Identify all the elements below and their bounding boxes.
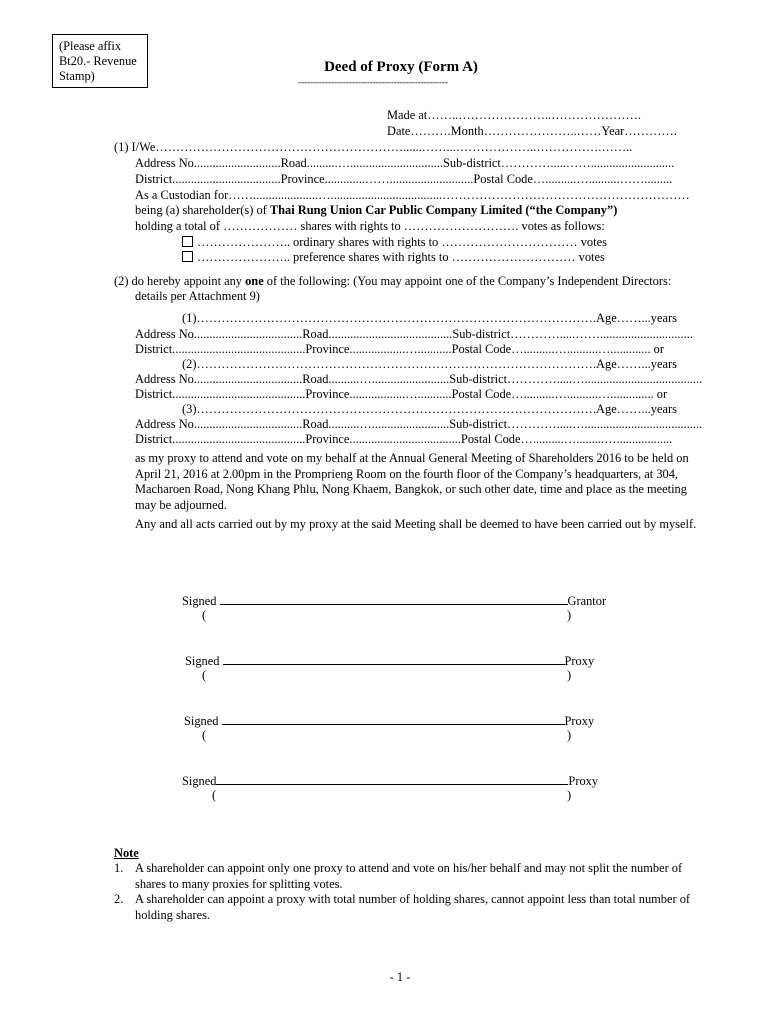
signature-role: Grantor <box>567 594 607 608</box>
proxy-3-address: Address No...................................Road..........….........................Sub-district………….....…...................................... <box>135 417 703 431</box>
proxy-3-district: District...........................................Province....................................Postal Code…..........….........….................. <box>135 432 673 446</box>
signature-label: Signed <box>184 714 219 728</box>
signature-proxy-3 <box>182 772 598 789</box>
proxy-3-name: (3)…………………………………………………………………………………….Age……...years <box>182 402 677 416</box>
custodian-line: As a Custodian for…….....................…....................................…………………………………………………… <box>135 188 690 202</box>
note-heading: Note <box>114 846 139 860</box>
signature-proxy-3-open: ( <box>212 788 217 802</box>
signature-role: Proxy <box>564 654 595 668</box>
grantor-name-line: (1) I/We……………………………………………………......……...………………..…………….…….. <box>114 140 633 154</box>
note-item-1-text: A shareholder can appoint only one proxy to attend and vote on his/her behalf and may not split the number of shares to many proxies for splitting votes. <box>135 861 683 891</box>
appoint-one: one <box>245 274 264 288</box>
signature-line[interactable] <box>220 592 568 605</box>
signature-line[interactable] <box>222 712 565 725</box>
proxy-1-address: Address No...................................Road........................................Sub-district………….....…….............................. <box>135 327 693 341</box>
signature-line[interactable] <box>216 772 568 785</box>
proxy-2-name: (2)…………………………………………………………………………………….Age……...years <box>182 357 677 371</box>
page-number: - 1 - <box>389 970 411 984</box>
preference-shares-text: ………………….. preference shares with rights to ………………………… votes <box>197 250 605 264</box>
signature-proxy-1 <box>185 652 594 669</box>
signature-grantor-close: ) <box>567 608 572 622</box>
proxy-1-district: District...........................................Province..................…...........Postal Code…..........…..........…............. or <box>135 342 664 356</box>
ordinary-checkbox[interactable] <box>182 236 193 247</box>
grantor-address-line: Address No............................Road..........…..............................Sub-district………….....……........................... <box>135 156 675 170</box>
proxy-purpose-paragraph: as my proxy to attend and vote on my behalf at the Annual General Meeting of Shareholders 2016 to be held on April 21, 2016 at 2.00pm in the Promprieng Room on the fourth floor of the Company’s headquarters, at 304, Macharoen Road, Nong Khang Phlu, Nong Khaem, Bangkok, or such other date, time and place as the meeting may be adjourned. <box>135 451 689 512</box>
signature-proxy-1-open: ( <box>202 668 207 682</box>
revenue-stamp-box <box>52 34 148 88</box>
note-item-1-number: 1. <box>114 861 124 875</box>
signature-proxy-2 <box>184 712 594 729</box>
signature-label: Signed <box>182 774 217 788</box>
signature-role: Proxy <box>564 714 595 728</box>
signature-label: Signed <box>185 654 220 668</box>
company-name: Thai Rung Union Car Public Company Limited (“the Company”) <box>269 203 618 217</box>
appoint-line <box>114 274 671 289</box>
signature-proxy-2-close: ) <box>567 728 572 742</box>
signature-line[interactable] <box>223 652 565 665</box>
shareholder-line <box>135 203 617 218</box>
preference-shares-line <box>182 250 605 265</box>
note-item-2-text: A shareholder can appoint a proxy with total number of holding shares, cannot appoint less than total number of holding shares. <box>135 892 691 922</box>
signature-grantor-open: ( <box>202 608 207 622</box>
signature-role: Proxy <box>568 774 599 788</box>
stamp-line-2: Bt20.- Revenue <box>59 54 137 68</box>
signature-proxy-2-open: ( <box>202 728 207 742</box>
appoint-intro-a: (2) do hereby appoint any <box>114 274 246 288</box>
title-underline: -------------------------------------------------- <box>298 77 448 87</box>
ordinary-shares-text: ………………….. ordinary shares with rights to …………………………… votes <box>197 235 607 249</box>
shareholder-prefix: being (a) shareholder(s) of <box>135 203 270 217</box>
grantor-district-line: District...................................Province.............……...........................Postal Code…..........…..........……......... <box>135 172 673 186</box>
made-at-field: Made at……..…………………..…………………. <box>387 108 641 122</box>
signature-proxy-1-close: ) <box>567 668 572 682</box>
proxy-1-name: (1)…………………………………………………………………………………….Age……...years <box>182 311 677 325</box>
acts-paragraph: Any and all acts carried out by my proxy at the said Meeting shall be deemed to have been carried out by myself. <box>135 517 697 531</box>
signature-grantor <box>182 592 606 609</box>
appoint-line-2: details per Attachment 9) <box>135 289 260 303</box>
date-field: Date……….Month…………………..……Year…………. <box>387 124 677 138</box>
note-item-2-number: 2. <box>114 892 124 906</box>
ordinary-shares-line <box>182 235 607 250</box>
signature-label: Signed <box>182 594 217 608</box>
stamp-line-3: Stamp) <box>59 69 95 83</box>
proxy-2-address: Address No...................................Road..........….........................Sub-district………….....…...................................... <box>135 372 703 386</box>
proxy-2-district: District...........................................Province..................…...........Postal Code…..........…..........….............. or <box>135 387 668 401</box>
preference-checkbox[interactable] <box>182 251 193 262</box>
document-title: Deed of Proxy (Form A) <box>324 59 478 75</box>
signature-proxy-3-close: ) <box>567 788 572 802</box>
appoint-intro-b: of the following: (You may appoint one of the Company’s Independent Directors: <box>263 274 672 288</box>
stamp-line-1: (Please affix <box>59 39 122 53</box>
holding-line: holding a total of ……………… shares with rights to ………………………. votes as follows: <box>135 219 605 233</box>
